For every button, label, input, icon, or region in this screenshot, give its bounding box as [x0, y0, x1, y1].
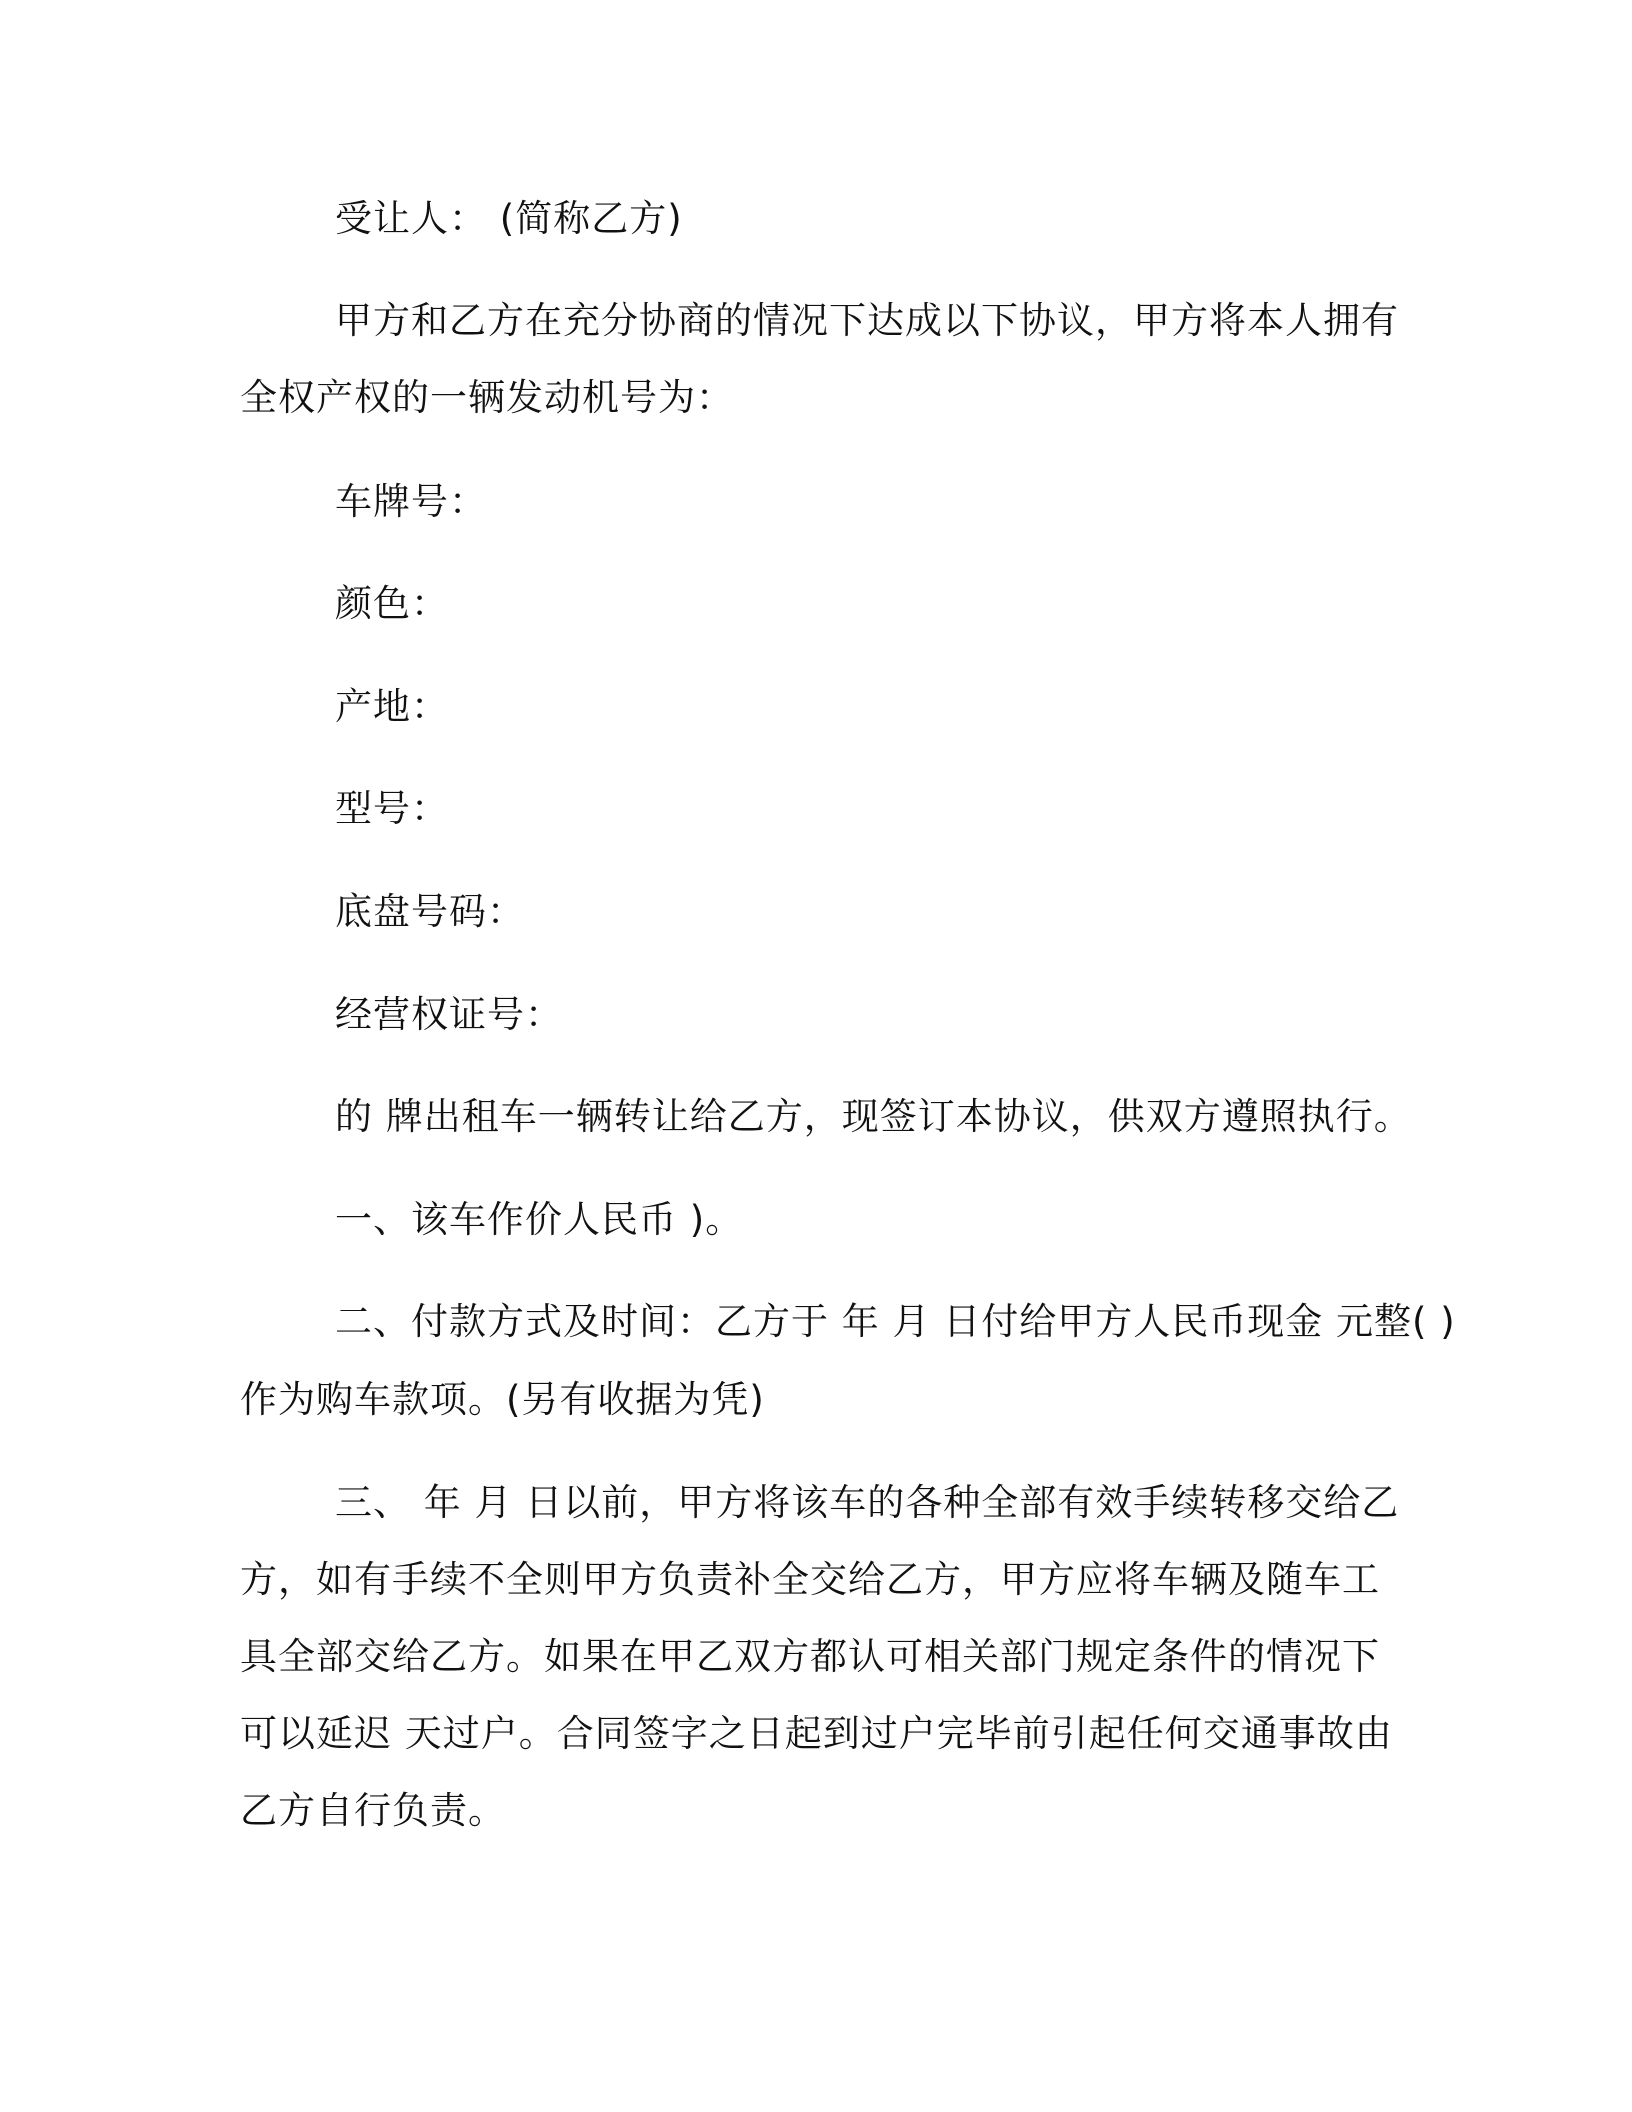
clause-2-payment-line-2: 作为购车款项。(另有收据为凭) — [240, 1378, 765, 1421]
chassis-number-field: 底盘号码： — [335, 890, 525, 933]
transfer-statement: 的 牌出租车一辆转让给乙方，现签订本协议，供双方遵照执行。 — [335, 1095, 1412, 1138]
clause-3-transfer-line-5: 乙方自行负责。 — [240, 1789, 506, 1832]
origin-field: 产地： — [335, 685, 449, 728]
agreement-intro-line-2: 全权产权的一辆发动机号为： — [240, 376, 734, 419]
plate-number-field: 车牌号： — [335, 480, 487, 523]
clause-1-price: 一、该车作价人民币 )。 — [335, 1198, 744, 1241]
model-field: 型号： — [335, 787, 449, 830]
clause-3-transfer-line-1: 三、 年 月 日以前，甲方将该车的各种全部有效手续转移交给乙 — [335, 1481, 1400, 1524]
clause-3-transfer-line-4: 可以延迟 天过户。合同签字之日起到过户完毕前引起任何交通事故由 — [240, 1712, 1393, 1755]
assignee-line: 受让人： (简称乙方) — [335, 197, 683, 240]
agreement-intro-line-1: 甲方和乙方在充分协商的情况下达成以下协议，甲方将本人拥有 — [335, 299, 1399, 342]
color-field: 颜色： — [335, 582, 449, 625]
clause-3-transfer-line-3: 具全部交给乙方。如果在甲乙双方都认可相关部门规定条件的情况下 — [240, 1635, 1380, 1678]
license-number-field: 经营权证号： — [335, 993, 563, 1036]
clause-3-transfer-line-2: 方，如有手续不全则甲方负责补全交给乙方，甲方应将车辆及随车工 — [240, 1558, 1380, 1601]
clause-2-payment-line-1: 二、付款方式及时间：乙方于 年 月 日付给甲方人民币现金 元整( ) — [335, 1300, 1456, 1343]
